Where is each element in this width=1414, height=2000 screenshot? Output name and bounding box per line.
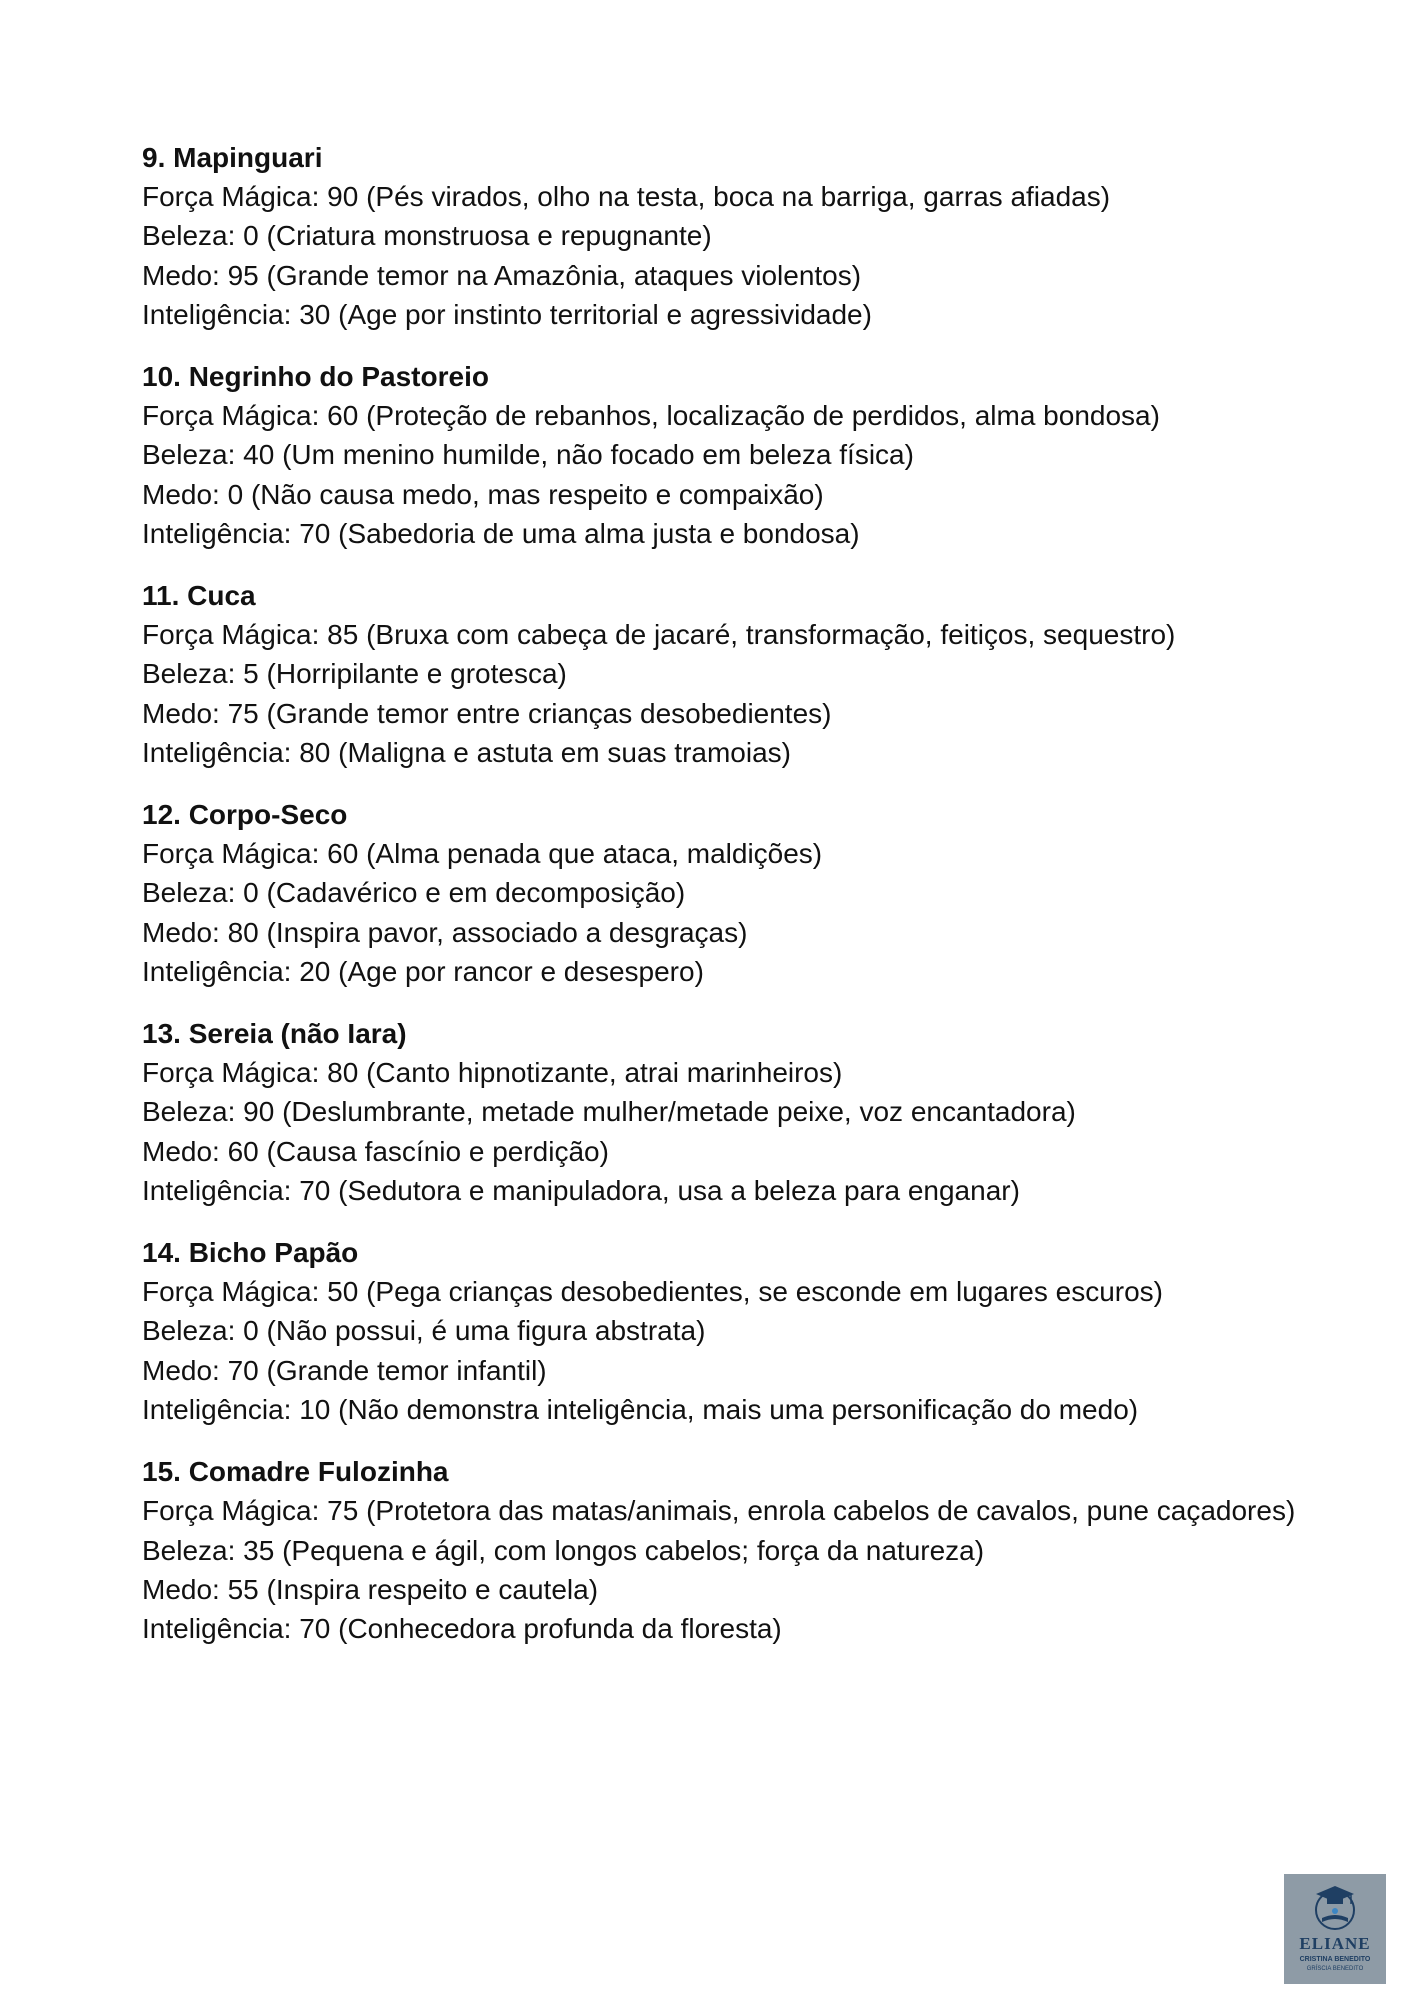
entry-line-beleza: Beleza: 35 (Pequena e ágil, com longos cabelos; força da natureza)	[142, 1534, 985, 1566]
entry-line-beleza: Beleza: 0 (Criatura monstruosa e repugnante)	[142, 220, 712, 252]
entry-line-forca: Força Mágica: 90 (Pés virados, olho na testa, boca na barriga, garras afiadas)	[142, 181, 1111, 213]
entry-line-medo: Medo: 70 (Grande temor infantil)	[142, 1354, 547, 1386]
logo-line-1: CRISTINA BENEDITO	[1299, 1956, 1371, 1963]
entry-line-medo: Medo: 75 (Grande temor entre crianças desobedientes)	[142, 697, 832, 729]
entry-cuca	[142, 576, 1302, 772]
entry-title: 12. Corpo-Seco	[142, 799, 348, 831]
logo-name: ELIANE	[1299, 1934, 1371, 1953]
entry-line-forca: Força Mágica: 60 (Proteção de rebanhos, localização de perdidos, alma bondosa)	[142, 400, 1160, 432]
entry-line-inteligencia: Inteligência: 80 (Maligna e astuta em suas tramoias)	[142, 736, 791, 768]
entry-corpo-seco	[142, 795, 1302, 991]
entry-line-beleza: Beleza: 0 (Não possui, é uma figura abstrata)	[142, 1315, 706, 1347]
document-body	[142, 138, 1302, 1671]
entry-title: 14. Bicho Papão	[142, 1237, 359, 1269]
entry-line-inteligencia: Inteligência: 70 (Conhecedora profunda da floresta)	[142, 1612, 782, 1644]
entry-comadre-fulozinha	[142, 1452, 1302, 1648]
entry-line-forca: Força Mágica: 75 (Protetora das matas/animais, enrola cabelos de cavalos, pune caçadores)	[142, 1495, 1296, 1527]
entry-bicho-papao	[142, 1233, 1302, 1429]
entry-line-inteligencia: Inteligência: 70 (Sabedoria de uma alma justa e bondosa)	[142, 517, 860, 549]
entry-title: 13. Sereia (não Iara)	[142, 1018, 407, 1050]
entry-title: 15. Comadre Fulozinha	[142, 1456, 449, 1488]
entry-line-inteligencia: Inteligência: 30 (Age por instinto territorial e agressividade)	[142, 298, 872, 330]
entry-line-inteligencia: Inteligência: 70 (Sedutora e manipuladora, usa a beleza para enganar)	[142, 1174, 1020, 1206]
entry-line-medo: Medo: 95 (Grande temor na Amazônia, ataques violentos)	[142, 259, 862, 291]
entry-line-inteligencia: Inteligência: 20 (Age por rancor e desespero)	[142, 955, 704, 987]
entry-line-forca: Força Mágica: 85 (Bruxa com cabeça de jacaré, transformação, feitiços, sequestro)	[142, 619, 1176, 651]
entry-sereia	[142, 1014, 1302, 1210]
entry-line-beleza: Beleza: 5 (Horripilante e grotesca)	[142, 658, 567, 690]
entry-line-inteligencia: Inteligência: 10 (Não demonstra inteligência, mais uma personificação do medo)	[142, 1393, 1139, 1425]
entry-negrinho-do-pastoreio	[142, 357, 1302, 553]
entry-line-forca: Força Mágica: 50 (Pega crianças desobedientes, se esconde em lugares escuros)	[142, 1276, 1163, 1308]
entry-line-medo: Medo: 55 (Inspira respeito e cautela)	[142, 1573, 599, 1605]
graduation-cap-icon	[1284, 1874, 1386, 1934]
entry-line-forca: Força Mágica: 60 (Alma penada que ataca, maldições)	[142, 838, 823, 870]
entry-line-medo: Medo: 0 (Não causa medo, mas respeito e compaixão)	[142, 478, 824, 510]
entry-line-beleza: Beleza: 90 (Deslumbrante, metade mulher/metade peixe, voz encantadora)	[142, 1096, 1076, 1128]
entry-title: 9. Mapinguari	[142, 142, 323, 173]
author-logo	[1284, 1874, 1386, 1984]
entry-line-forca: Força Mágica: 80 (Canto hipnotizante, atrai marinheiros)	[142, 1057, 843, 1089]
entry-line-beleza: Beleza: 40 (Um menino humilde, não focado em beleza física)	[142, 439, 914, 471]
entry-title: 11. Cuca	[142, 580, 256, 612]
logo-line-2: GRÍSCIA BENEDITO	[1306, 1966, 1364, 1972]
entry-mapinguari	[142, 138, 1302, 334]
entry-line-medo: Medo: 80 (Inspira pavor, associado a desgraças)	[142, 916, 748, 948]
entry-title: 10. Negrinho do Pastoreio	[142, 361, 489, 393]
entry-line-beleza: Beleza: 0 (Cadavérico e em decomposição)	[142, 877, 686, 909]
entry-line-medo: Medo: 60 (Causa fascínio e perdição)	[142, 1135, 609, 1167]
